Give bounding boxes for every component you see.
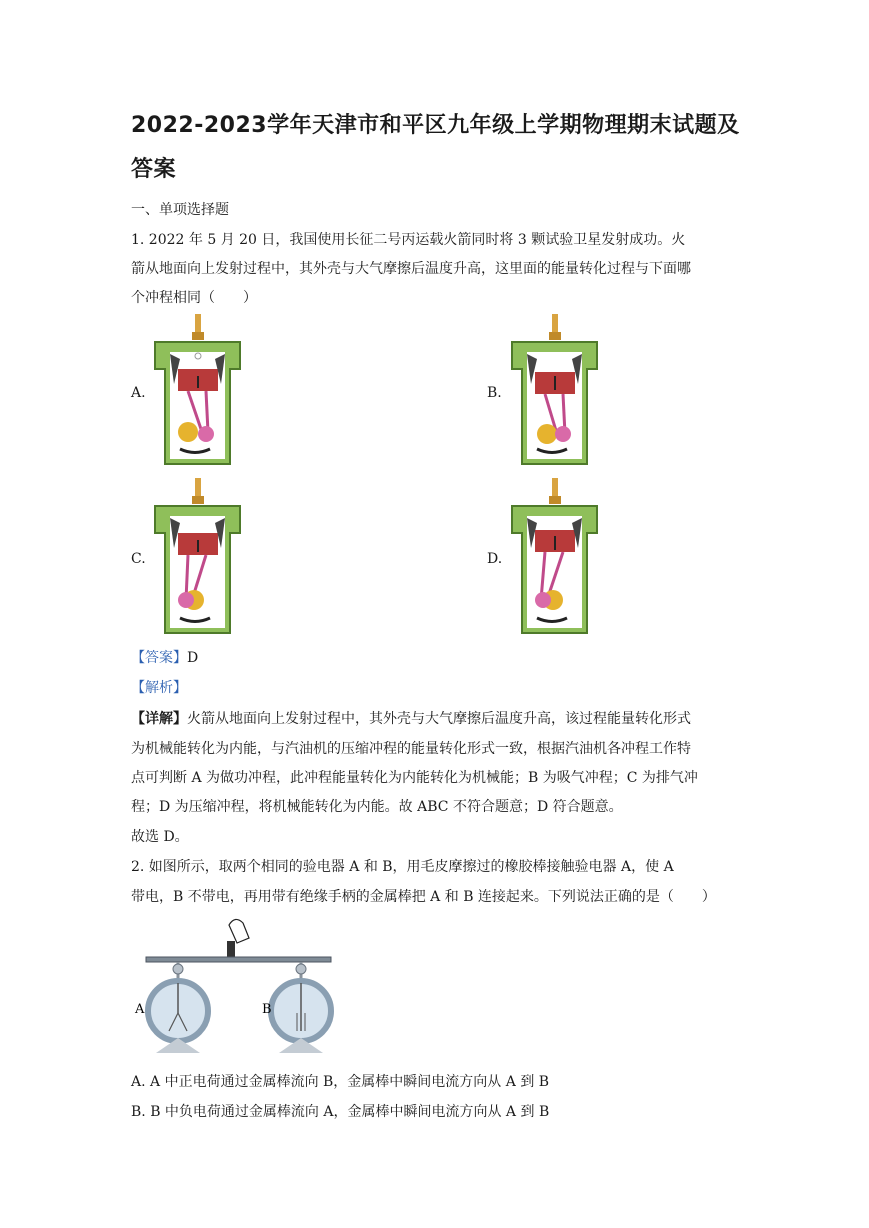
detail-text-1: 火箭从地面向上发射过程中，其外壳与大气摩擦后温度升高，该过程能量转化形式 [187, 711, 691, 727]
q2-line-1: 2. 如图所示，取两个相同的验电器 A 和 B，用毛皮摩擦过的橡胶棒接触验电器 A，使 A [131, 859, 674, 875]
q1-line-2: 箭从地面向上发射过程中，其外壳与大气摩擦后温度升高，这里面的能量转化过程与下面哪 [131, 261, 691, 277]
electroscope-label-a: A [135, 1002, 145, 1017]
engine-diagram-a [150, 314, 245, 469]
page-title: 2022-2023学年天津市和平区九年级上学期物理期末试题及 [131, 113, 740, 138]
page-title-cont: 答案 [131, 157, 177, 182]
q2-line-2: 带电，B 不带电，再用带有绝缘手柄的金属棒把 A 和 B 连接起来。下列说法正确的是（ ） [131, 889, 716, 905]
q1-conclusion: 故选 D。 [131, 829, 189, 845]
engine-diagram-b [507, 314, 602, 469]
detail-line-1 [131, 708, 691, 728]
engine-diagram-d [507, 478, 602, 638]
analysis-tag: 【解析】 [131, 680, 187, 696]
detail-line-3: 点可判断 A 为做功冲程，此冲程能量转化为内能转化为机械能；B 为吸气冲程；C 为排气冲 [131, 770, 698, 786]
q1-option-a-label: A. [131, 385, 146, 401]
answer-tag: 【答案】 [131, 650, 187, 666]
detail-line-4: 程；D 为压缩冲程，将机械能转化为内能。故 ABC 不符合题意；D 符合题意。 [131, 799, 623, 815]
q1-option-b-label: B. [487, 385, 502, 401]
q1-line-1: 1. 2022 年 5 月 20 日，我国使用长征二号丙运载火箭同时将 3 颗试验卫星发射成功。火 [131, 232, 686, 248]
q2-option-a: A. A 中正电荷通过金属棒流向 B，金属棒中瞬间电流方向从 A 到 B [131, 1074, 550, 1090]
q1-option-c-label: C. [131, 551, 146, 567]
q2-option-b: B. B 中负电荷通过金属棒流向 A，金属棒中瞬间电流方向从 A 到 B [131, 1104, 550, 1120]
q1-option-d-label: D. [487, 551, 503, 567]
detail-tag: 【详解】 [131, 711, 187, 727]
q1-answer [131, 647, 198, 667]
answer-value: D [187, 650, 199, 666]
q1-line-3: 个冲程相同（ ） [131, 290, 257, 306]
electroscope-figure [131, 913, 341, 1058]
electroscope-label-b: B [262, 1002, 272, 1017]
section-heading: 一、单项选择题 [131, 202, 229, 218]
engine-diagram-c [150, 478, 245, 638]
detail-line-2: 为机械能转化为内能，与汽油机的压缩冲程的能量转化形式一致，根据汽油机各冲程工作特 [131, 741, 691, 757]
